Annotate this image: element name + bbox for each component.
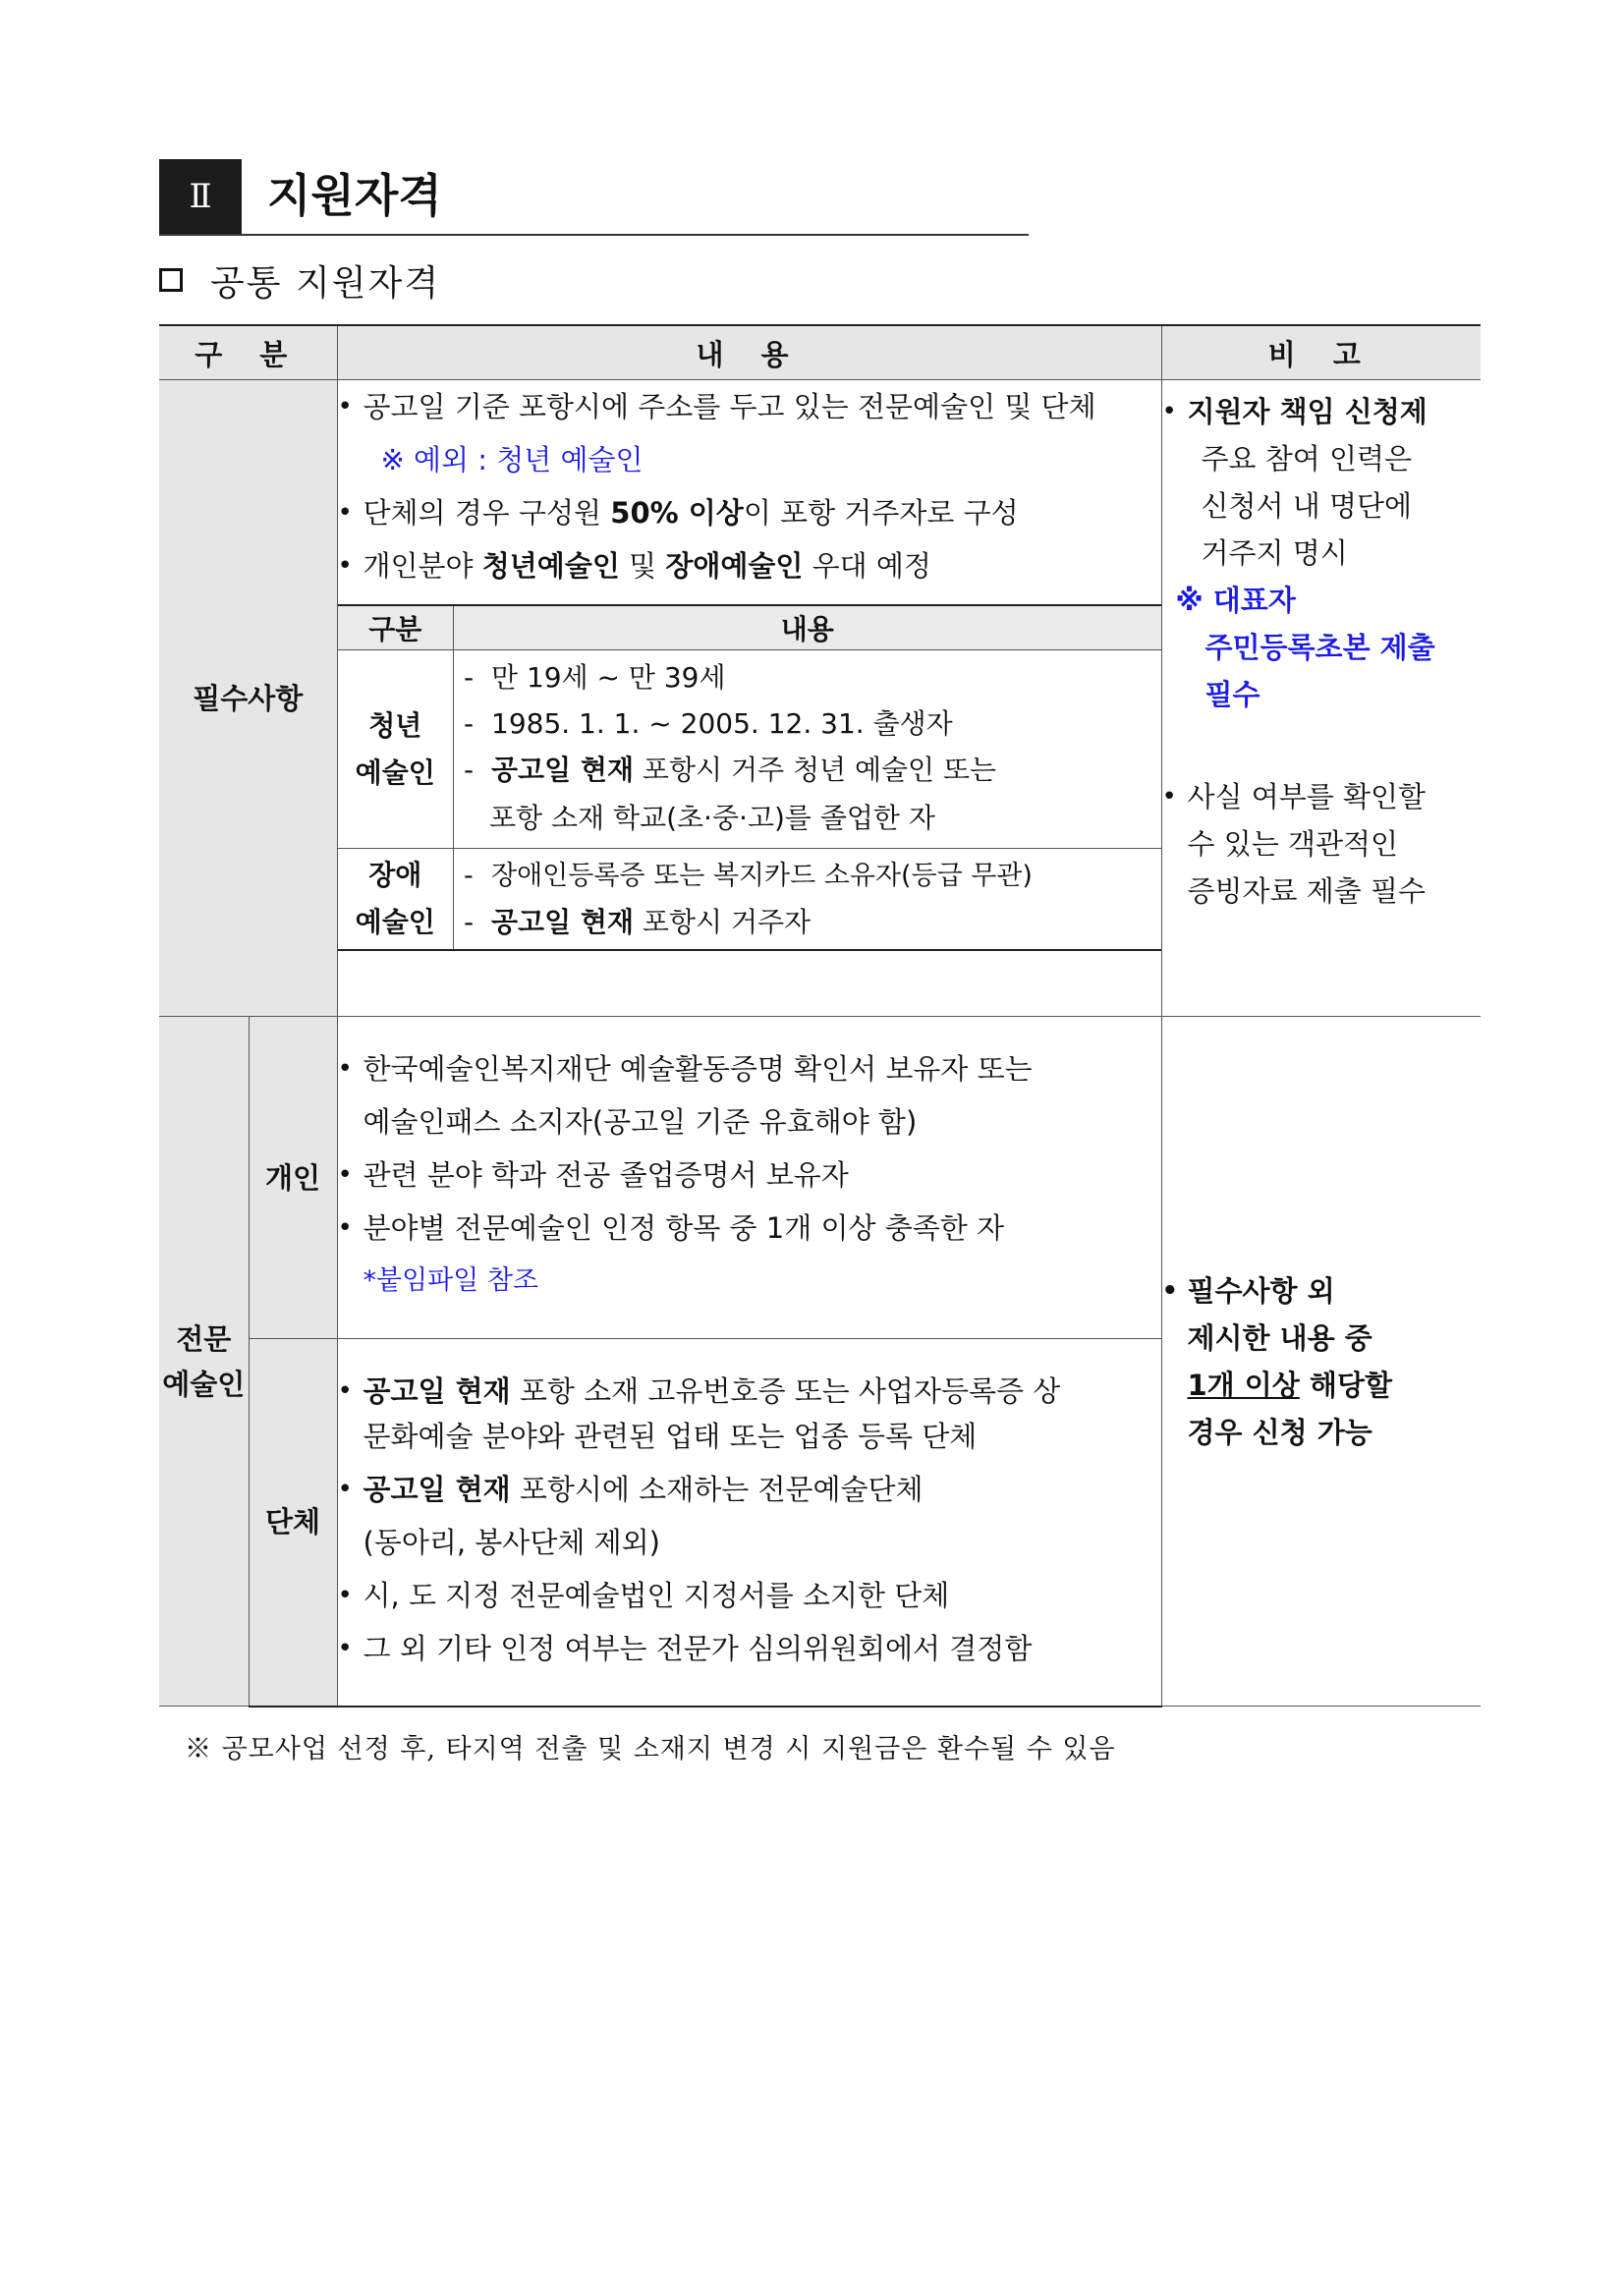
header-remarks: 비 고 xyxy=(1161,325,1481,380)
header-category: 구 분 xyxy=(159,325,337,380)
list-item: • 한국예술인복지재단 예술활동증명 확인서 보유자 또는 xyxy=(337,1052,1033,1086)
required-content xyxy=(337,380,1161,1017)
required-remarks: • 지원자 책임 신청제 주요 참여 인력은 신청서 내 명단에 거주지 명시 ※ 대표자 주민등록초본 제출 필수 • 사실 여부를 확인할 수 있는 객관적인 증빙자료 제출 필수 xyxy=(1161,380,1481,1017)
youth-artist-label: 청년 예술인 xyxy=(338,650,454,849)
footer-note: ※ 공모사업 선정 후, 타지역 전출 및 소재지 변경 시 지원금은 환수될 수 있음 xyxy=(185,1734,1116,1764)
professional-artist-label: 전문 예술인 xyxy=(159,1017,249,1707)
section-title: 지원자격 xyxy=(267,169,442,222)
disabled-artist-criteria: - 장애인등록증 또는 복지카드 소유자(등급 무관) - 공고일 현재 포항시 거주자 xyxy=(454,849,1161,951)
professional-remarks: • 필수사항 외 제시한 내용 중 1개 이상 해당할 경우 신청 가능 xyxy=(1161,1017,1481,1707)
individual-content: • 한국예술인복지재단 예술활동증명 확인서 보유자 또는 예술인패스 소지자(공고일 기준 유효해야 함) • 관련 분야 학과 전공 졸업증명서 보유자 • 분야별 전문예술인 인정 항목 중 1개 이상 충족한 자 *붙임파일 참조 xyxy=(337,1017,1161,1339)
required-label: 필수사항 xyxy=(159,380,337,1017)
list-item: • 단체의 경우 구성원 50% 이상이 포항 거주자로 구성 xyxy=(337,496,1019,530)
youth-artist-criteria: - 만 19세 ~ 만 39세 - 1985. 1. 1. ~ 2005. 12. 31. 출생자 - 공고일 현재 포항시 거주 청년 예술인 또는 포항 소재 학교(초·중·고)를 졸업한 자 xyxy=(454,650,1161,849)
header-content: 내 용 xyxy=(337,325,1161,380)
artist-criteria-table xyxy=(338,604,1161,951)
attachment-note: *붙임파일 참조 xyxy=(363,1265,539,1296)
square-bullet-icon xyxy=(159,268,183,292)
section-number: Ⅱ xyxy=(159,159,242,234)
subheading-text: 공통 지원자격 xyxy=(210,262,441,304)
list-item: • 개인분야 청년예술인 및 장애예술인 우대 예정 xyxy=(337,549,931,583)
disabled-artist-label: 장애 예술인 xyxy=(338,849,454,951)
list-item: • 공고일 현재 포항시에 소재하는 전문예술단체 xyxy=(337,1473,924,1506)
list-item: • 공고일 현재 포항 소재 고유번호증 또는 사업자등록증 상 xyxy=(337,1374,1061,1408)
individual-label: 개인 xyxy=(249,1017,337,1339)
list-item: • 관련 분야 학과 전공 졸업증명서 보유자 xyxy=(337,1158,849,1192)
list-item: • 그 외 기타 인정 여부는 전문가 심의위원회에서 결정함 xyxy=(337,1632,1033,1665)
inner-header-content: 내용 xyxy=(454,605,1161,650)
section-header xyxy=(159,159,1029,236)
list-item: • 지원자 책임 신청제 xyxy=(1161,395,1428,428)
list-item: • 필수사항 외 xyxy=(1161,1273,1335,1308)
list-item: • 공고일 기준 포항시에 주소를 두고 있는 전문예술인 및 단체 xyxy=(337,390,1096,423)
inner-header-category: 구분 xyxy=(338,605,454,650)
list-item: • 사실 여부를 확인할 xyxy=(1161,780,1427,813)
subheading xyxy=(159,251,440,309)
representative-note: ※ 대표자 xyxy=(1175,584,1296,617)
eligibility-table xyxy=(159,324,1481,1708)
list-item: • 분야별 전문예술인 인정 항목 중 1개 이상 충족한 자 xyxy=(337,1211,1004,1245)
exception-note: ※ 예외 : 청년 예술인 xyxy=(380,443,644,476)
group-label: 단체 xyxy=(249,1339,337,1707)
list-item: • 시, 도 지정 전문예술법인 지정서를 소지한 단체 xyxy=(337,1579,950,1612)
group-content: • 공고일 현재 포항 소재 고유번호증 또는 사업자등록증 상 문화예술 분야와 관련된 업태 또는 업종 등록 단체 • 공고일 현재 포항시에 소재하는 전문예술단체 (동아리, 봉사단체 제외) • 시, 도 지정 전문예술법인 지정서를 소지한 단체 • 그 외 기타 인정 여부는 전문가 심의위원회에서 결정함 xyxy=(337,1339,1161,1707)
